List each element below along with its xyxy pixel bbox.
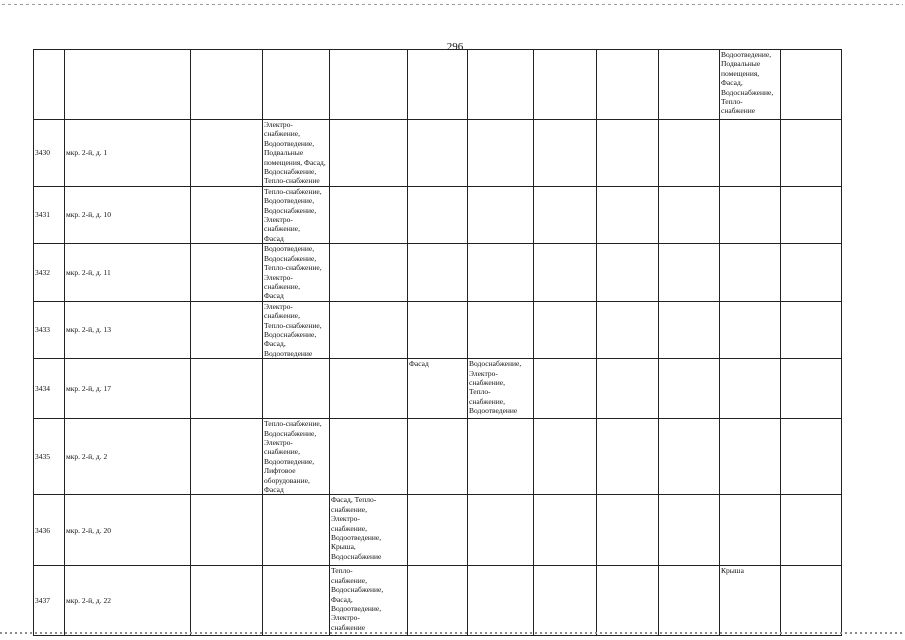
empty-cell <box>597 186 659 243</box>
empty-cell <box>330 244 408 301</box>
empty-cell <box>191 244 263 301</box>
table-row-continuation <box>34 50 842 120</box>
empty-cell <box>534 359 597 419</box>
work-type-line: Водоснабжение, <box>721 87 774 97</box>
empty-cell <box>534 301 597 358</box>
table-row <box>34 359 842 419</box>
empty-cell <box>659 50 720 120</box>
empty-cell <box>720 301 781 358</box>
work-types-cell <box>263 419 330 495</box>
work-type-line: Водоотведение, <box>331 604 382 614</box>
work-types-cell <box>263 244 330 301</box>
work-type-line: Фасад, <box>331 594 353 604</box>
work-type-line: снабжение, <box>469 377 505 387</box>
work-types-cell <box>330 495 408 566</box>
empty-cell <box>408 120 468 187</box>
table-row <box>34 120 842 187</box>
empty-cell <box>408 419 468 495</box>
address-cell: мкр. 2-й, д. 13 <box>65 301 191 358</box>
work-type-line: Водоотведение, <box>264 244 315 254</box>
repair-schedule-table <box>33 49 842 636</box>
work-types-cell <box>263 186 330 243</box>
empty-cell <box>720 120 781 187</box>
empty-cell <box>191 50 263 120</box>
empty-cell <box>468 301 534 358</box>
empty-cell <box>534 186 597 243</box>
work-type-line: Водоотведение, <box>264 196 315 206</box>
address-cell: мкр. 2-й, д. 22 <box>65 566 191 636</box>
work-type-line: Электро-снабжение, <box>264 272 300 291</box>
row-number: 3430 <box>34 120 65 187</box>
table-row <box>34 495 842 566</box>
address-cell: мкр. 2-й, д. 1 <box>65 120 191 187</box>
empty-cell <box>720 244 781 301</box>
table-row <box>34 301 842 358</box>
work-type-line: Водоснабжение, <box>331 585 384 595</box>
work-types-cell <box>720 566 781 636</box>
empty-cell <box>408 50 468 120</box>
work-type-line: снабжение, <box>469 396 505 406</box>
empty-cell <box>468 120 534 187</box>
work-type-line: Тепло- <box>721 97 743 107</box>
work-type-line: помещения, <box>721 68 760 78</box>
work-type-line: Лифтовое <box>264 466 296 476</box>
row-number: 3436 <box>34 495 65 566</box>
work-type-line: Тепло-снабжение, <box>264 186 322 196</box>
work-type-line: Водоснабжение, <box>469 359 522 369</box>
empty-cell <box>330 186 408 243</box>
work-type-line: снабжение <box>331 622 366 632</box>
empty-cell <box>659 120 720 187</box>
work-type-line: Фасад <box>264 485 284 494</box>
work-type-line: Водоснабжение, <box>264 253 317 263</box>
empty-cell <box>468 244 534 301</box>
empty-cell <box>191 359 263 419</box>
empty-cell <box>191 419 263 495</box>
address-cell: мкр. 2-й, д. 10 <box>65 186 191 243</box>
work-type-line: оборудование, <box>264 475 310 485</box>
work-types-cell <box>263 301 330 358</box>
table-row <box>34 244 842 301</box>
empty-cell <box>781 566 842 636</box>
empty-cell <box>330 120 408 187</box>
empty-cell <box>534 419 597 495</box>
work-types-cell <box>468 359 534 419</box>
empty-cell <box>597 244 659 301</box>
work-type-line: Водоотведение, <box>331 533 382 543</box>
empty-cell <box>781 244 842 301</box>
work-type-line: Электро- <box>331 613 360 623</box>
table-row <box>34 566 842 636</box>
empty-cell <box>597 419 659 495</box>
work-type-line: Крыша, <box>331 542 356 552</box>
empty-cell <box>263 359 330 419</box>
work-type-line: Подвальные <box>721 59 761 69</box>
empty-cell <box>720 359 781 419</box>
empty-cell <box>534 566 597 636</box>
work-type-line: Электро-снабжение, <box>264 437 300 457</box>
empty-cell <box>781 120 842 187</box>
empty-cell <box>330 359 408 419</box>
empty-cell <box>781 495 842 566</box>
empty-cell <box>534 120 597 187</box>
empty-cell <box>781 359 842 419</box>
work-type-line: Крыша <box>721 566 744 576</box>
address-cell: мкр. 2-й, д. 11 <box>65 244 191 301</box>
empty-cell <box>468 186 534 243</box>
empty-cell <box>408 186 468 243</box>
empty-cell <box>781 301 842 358</box>
empty-cell <box>597 495 659 566</box>
work-type-line: снабжение, <box>331 504 367 514</box>
empty-cell <box>468 419 534 495</box>
row-number: 3431 <box>34 186 65 243</box>
empty-cell <box>191 566 263 636</box>
work-type-line: Фасад, Тепло- <box>331 495 377 505</box>
row-number: 3437 <box>34 566 65 636</box>
work-types-cell <box>720 50 781 120</box>
empty-cell <box>597 359 659 419</box>
work-type-line: Водоотведение, <box>264 456 315 466</box>
empty-cell <box>191 186 263 243</box>
scan-footer-noise <box>0 632 905 634</box>
work-type-line: Тепло-снабжение <box>264 176 320 186</box>
work-type-line: снабжение <box>721 106 756 116</box>
empty-cell <box>468 566 534 636</box>
work-types-cell <box>408 359 468 419</box>
empty-cell <box>263 566 330 636</box>
work-type-line: Электро-снабжение, <box>264 120 300 139</box>
work-type-line: Фасад <box>264 291 284 301</box>
work-type-line: Водоотведение, <box>721 50 772 59</box>
work-type-line: Водоснабжение <box>331 551 382 561</box>
work-type-line: Электро- <box>469 368 498 378</box>
scan-header-noise <box>2 4 903 5</box>
work-types-cell <box>330 566 408 636</box>
empty-cell <box>468 50 534 120</box>
work-type-line: снабжение, <box>331 575 367 585</box>
work-type-line: Тепло- <box>469 387 491 397</box>
work-type-line: снабжение, <box>331 523 367 533</box>
empty-cell <box>597 50 659 120</box>
page-number: 296 <box>446 41 464 53</box>
empty-cell <box>330 301 408 358</box>
empty-cell <box>659 186 720 243</box>
empty-cell <box>659 359 720 419</box>
work-type-line: Электро-снабжение, <box>264 301 300 321</box>
empty-cell <box>191 301 263 358</box>
address-cell: мкр. 2-й, д. 20 <box>65 495 191 566</box>
table-row <box>34 419 842 495</box>
work-type-line: Фасад <box>409 359 429 369</box>
empty-cell <box>34 50 65 120</box>
empty-cell <box>781 50 842 120</box>
work-type-line: Фасад, <box>264 339 286 349</box>
empty-cell <box>408 301 468 358</box>
empty-cell <box>468 495 534 566</box>
empty-cell <box>659 495 720 566</box>
work-type-line: Водоснабжение, <box>264 329 317 339</box>
work-type-line: Водоотведение, <box>264 138 315 148</box>
row-number: 3434 <box>34 359 65 419</box>
empty-cell <box>191 120 263 187</box>
empty-cell <box>659 566 720 636</box>
work-type-line: Водоотведение <box>469 406 518 416</box>
work-type-line: Фасад, <box>721 78 743 88</box>
empty-cell <box>263 495 330 566</box>
empty-cell <box>534 244 597 301</box>
empty-cell <box>659 244 720 301</box>
address-cell: мкр. 2-й, д. 17 <box>65 359 191 419</box>
empty-cell <box>597 120 659 187</box>
work-type-line: Водоснабжение, <box>264 167 317 177</box>
work-type-line: Водоотведение <box>264 348 313 358</box>
table-row <box>34 186 842 243</box>
empty-cell <box>330 50 408 120</box>
work-type-line: Электро- <box>331 514 360 524</box>
empty-cell <box>191 495 263 566</box>
empty-cell <box>408 244 468 301</box>
empty-cell <box>408 495 468 566</box>
empty-cell <box>534 50 597 120</box>
work-type-line: Тепло-снабжение, <box>264 419 322 429</box>
address-cell: мкр. 2-й, д. 2 <box>65 419 191 495</box>
work-type-line: Водоснабжение, <box>264 428 317 438</box>
empty-cell <box>659 301 720 358</box>
work-type-line: Фасад <box>264 233 284 243</box>
work-type-line: Подвальные <box>264 148 304 158</box>
work-type-line: Тепло-снабжение, <box>264 320 322 330</box>
empty-cell <box>720 419 781 495</box>
empty-cell <box>659 419 720 495</box>
work-type-line: помещения, Фасад, <box>264 157 326 167</box>
empty-cell <box>720 495 781 566</box>
empty-cell <box>534 495 597 566</box>
empty-cell <box>597 301 659 358</box>
empty-cell <box>408 566 468 636</box>
empty-cell <box>781 186 842 243</box>
empty-cell <box>720 186 781 243</box>
work-types-cell <box>263 120 330 187</box>
empty-cell <box>781 419 842 495</box>
row-number: 3433 <box>34 301 65 358</box>
work-type-line: Тепло- <box>331 566 353 576</box>
row-number: 3435 <box>34 419 65 495</box>
empty-cell <box>597 566 659 636</box>
empty-cell <box>330 419 408 495</box>
row-number: 3432 <box>34 244 65 301</box>
work-type-line: Тепло-снабжение, <box>264 263 322 273</box>
empty-cell <box>65 50 191 120</box>
work-type-line: Электро-снабжение, <box>264 215 300 234</box>
work-type-line: Водоснабжение, <box>264 205 317 215</box>
empty-cell <box>263 50 330 120</box>
